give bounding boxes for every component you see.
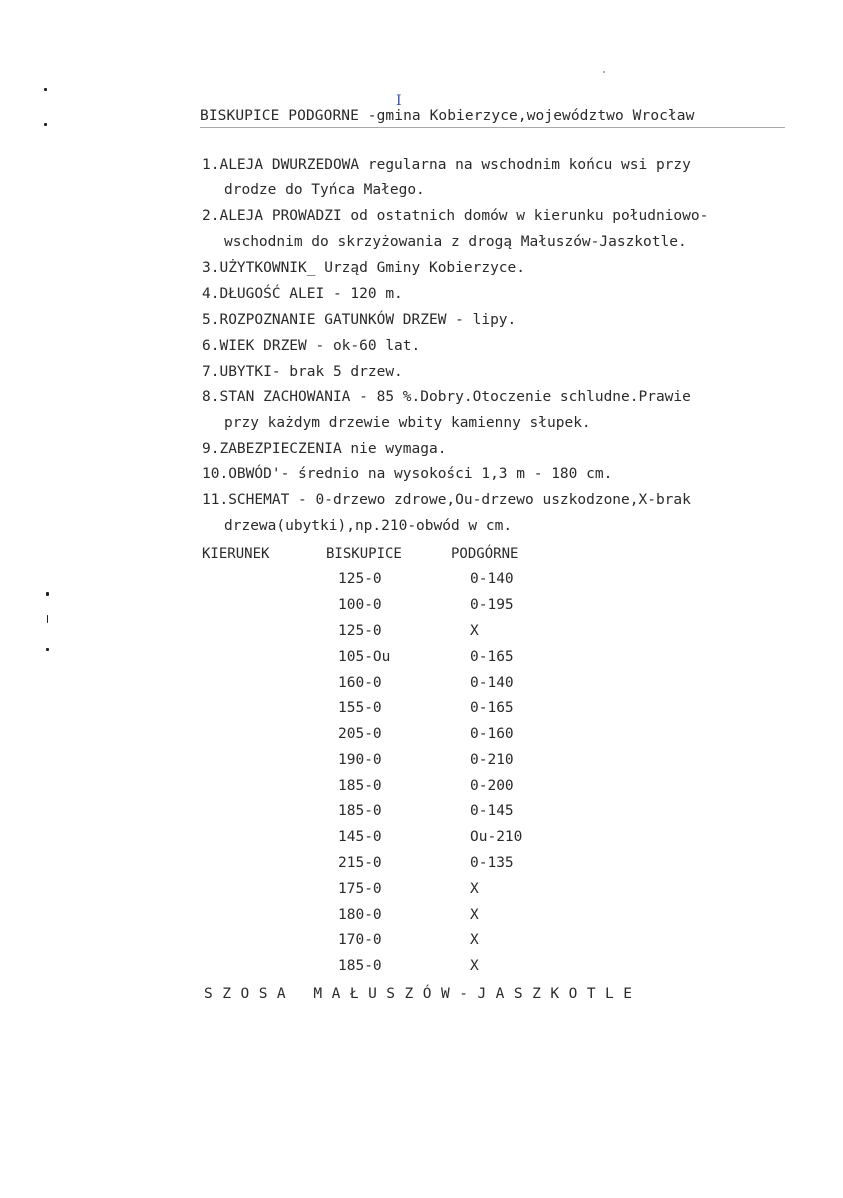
table-cell-left: 160-0 (338, 675, 382, 691)
margin-mark (44, 88, 47, 91)
table-cell-right: X (470, 958, 479, 974)
table-cell-right: 0-140 (470, 675, 514, 691)
table-cell-right: 0-145 (470, 803, 514, 819)
table-cell-right: 0-140 (470, 571, 514, 587)
item-7: 7.UBYTKI- brak 5 drzew. (202, 364, 403, 380)
item-10: 10.OBWÓD'- średnio na wysokości 1,3 m - 180 cm. (202, 466, 613, 482)
table-cell-right: Ou-210 (470, 829, 523, 845)
item-3: 3.UŻYTKOWNIK_ Urząd Gminy Kobierzyce. (202, 260, 526, 276)
footer-road-name: SZOSA MAŁUSZÓW-JASZKOTLE (204, 986, 642, 1002)
table-cell-left: 105-Ou (338, 649, 391, 665)
table-cell-right: X (470, 881, 479, 897)
table-cell-left: 185-0 (338, 778, 382, 794)
table-header-left: BISKUPICE (326, 546, 402, 562)
table-cell-left: 215-0 (338, 855, 382, 871)
table-cell-right: 0-135 (470, 855, 514, 871)
table-cell-left: 185-0 (338, 803, 382, 819)
item-1-line-2: drodze do Tyńca Małego. (224, 182, 425, 198)
margin-mark (603, 71, 605, 73)
table-cell-left: 170-0 (338, 932, 382, 948)
table-cell-left: 155-0 (338, 700, 382, 716)
table-cell-right: X (470, 932, 479, 948)
table-cell-left: 125-0 (338, 571, 382, 587)
table-cell-right: 0-160 (470, 726, 514, 742)
table-cell-left: 205-0 (338, 726, 382, 742)
table-cell-right: 0-195 (470, 597, 514, 613)
table-cell-right: 0-210 (470, 752, 514, 768)
title-underline (200, 127, 785, 128)
item-8-line-1: 8.STAN ZACHOWANIA - 85 %.Dobry.Otoczenie schludne.Prawie (202, 389, 691, 405)
table-cell-left: 190-0 (338, 752, 382, 768)
item-4: 4.DŁUGOŚĆ ALEI - 120 m. (202, 286, 403, 302)
margin-mark (47, 615, 48, 623)
item-11-line-2: drzewa(ubytki),np.210-obwód w cm. (224, 518, 513, 534)
item-6: 6.WIEK DRZEW - ok-60 lat. (202, 338, 421, 354)
item-9: 9.ZABEZPIECZENIA nie wymaga. (202, 441, 447, 457)
table-cell-left: 180-0 (338, 907, 382, 923)
table-header-direction: KIERUNEK (202, 546, 270, 562)
table-cell-left: 145-0 (338, 829, 382, 845)
table-cell-left: 125-0 (338, 623, 382, 639)
table-header-right: PODGÓRNE (451, 546, 519, 562)
page-title: BISKUPICE PODGORNE -gmina Kobierzyce,województwo Wrocław (200, 108, 695, 124)
item-2-line-2: wschodnim do skrzyżowania z drogą Małuszów-Jaszkotle. (224, 234, 687, 250)
table-cell-right: 0-165 (470, 700, 514, 716)
table-cell-left: 100-0 (338, 597, 382, 613)
table-cell-left: 185-0 (338, 958, 382, 974)
title-roman-mark: I (396, 93, 402, 109)
table-cell-left: 175-0 (338, 881, 382, 897)
margin-mark (46, 592, 49, 596)
margin-mark (44, 123, 47, 126)
item-8-line-2: przy każdym drzewie wbity kamienny słupek. (224, 415, 591, 431)
table-cell-right: 0-200 (470, 778, 514, 794)
item-11-line-1: 11.SCHEMAT - 0-drzewo zdrowe,Ou-drzewo uszkodzone,X-brak (202, 492, 691, 508)
item-2-line-1: 2.ALEJA PROWADZI od ostatnich domów w kierunku południowo- (202, 208, 709, 224)
margin-mark (46, 648, 49, 651)
item-5: 5.ROZPOZNANIE GATUNKÓW DRZEW - lipy. (202, 312, 517, 328)
table-cell-right: 0-165 (470, 649, 514, 665)
item-1-line-1: 1.ALEJA DWURZEDOWA regularna na wschodnim końcu wsi przy (202, 157, 691, 173)
table-cell-right: X (470, 623, 479, 639)
table-cell-right: X (470, 907, 479, 923)
